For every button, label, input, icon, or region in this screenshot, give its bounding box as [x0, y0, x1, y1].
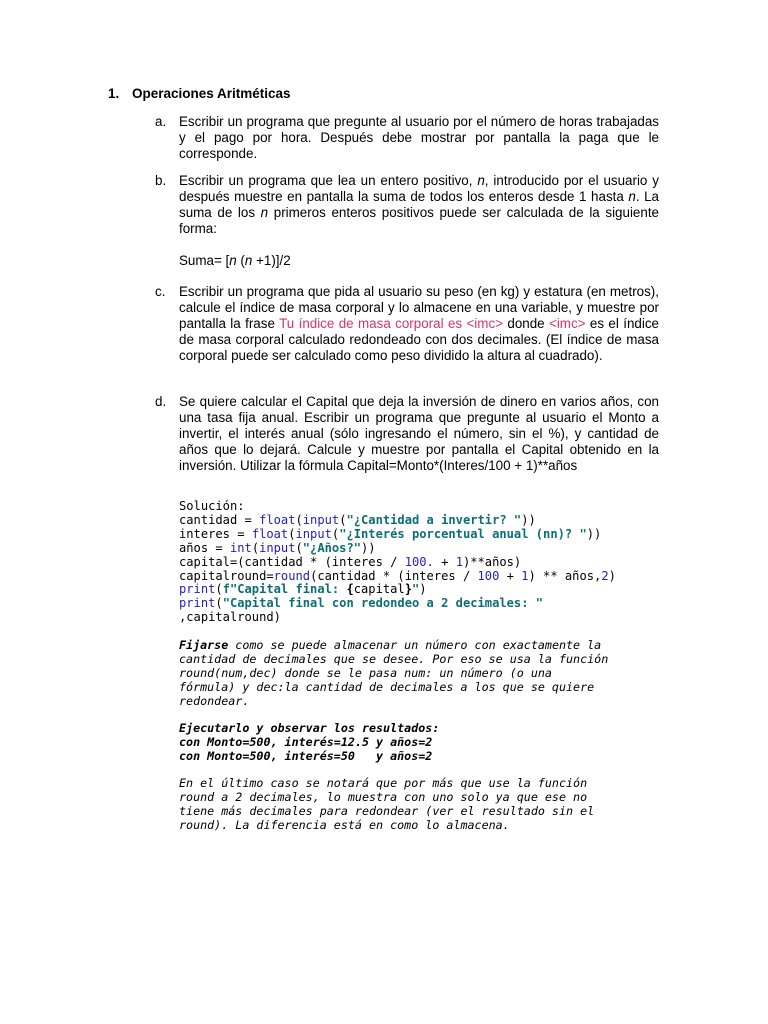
note-fijarse	[179, 639, 664, 709]
code-string: "¿Años?"	[302, 540, 362, 555]
code-number: 1	[455, 554, 463, 569]
code-token: {	[346, 582, 354, 597]
code-string: "	[412, 582, 420, 597]
code-token: )	[608, 568, 616, 583]
code-token: )	[419, 582, 427, 597]
code-token: cantidad =	[179, 512, 260, 527]
exercise-b-text-part: Escribir un programa que lea un entero positivo,	[179, 173, 478, 188]
code-token: (	[295, 512, 303, 527]
code-number: 100.	[404, 554, 434, 569]
code-token: ))	[521, 512, 536, 527]
note-line: Ejecutarlo y observar los resultados:	[179, 721, 440, 735]
code-token: ,capitalround)	[179, 610, 281, 625]
note-line: redondear.	[179, 693, 250, 708]
code-string: f"Capital final:	[222, 582, 347, 597]
section-heading	[108, 86, 291, 101]
variable-n: n	[628, 189, 636, 204]
exercise-b-text-part: , introducido por el usuario y después muestre en pantalla la suma de todos los enteros desde 1 hasta	[179, 173, 659, 204]
note-line: round a 2 decimales, lo muestra con uno solo ya que ese no	[179, 789, 588, 804]
code-token: input	[302, 512, 340, 527]
code-token: +	[499, 568, 522, 583]
note-line: En el último caso se notará que por más que use la función	[179, 776, 588, 790]
note-line: como se puede almacenar un número con exactamente la	[228, 638, 602, 652]
exercise-b-text-part: . La suma de los	[179, 189, 660, 220]
exercise-a-text: Escribir un programa que pregunte al usuario por el número de horas trabajadas y el pago por hora. Después debe mostrar por pantalla la paga que le corresponde.	[179, 114, 659, 161]
sum-formula	[179, 253, 659, 269]
code-token: input	[259, 540, 296, 555]
note-line: round(num,dec) donde se le pasa num: un número (o una	[179, 665, 552, 680]
section-number: 1.	[108, 86, 120, 101]
code-token: años =	[179, 540, 230, 555]
code-token: }	[404, 582, 412, 597]
code-token: int	[229, 540, 252, 555]
code-token: ) ** años,	[528, 568, 602, 583]
variable-n: n	[229, 253, 237, 268]
code-token: (	[215, 596, 223, 611]
note-line: con Monto=500, interés=12.5 y años=2	[179, 734, 433, 749]
code-token: capitalround=	[179, 568, 274, 583]
code-token: print	[179, 582, 216, 597]
solution-label: Solución:	[179, 499, 245, 513]
code-token: ))	[586, 526, 602, 541]
code-token: (	[295, 540, 303, 555]
exercise-c-marker: c.	[155, 284, 166, 299]
code-string: "¿Interés porcentual anual (nn)? "	[339, 526, 587, 541]
code-string: "¿Cantidad a invertir? "	[346, 512, 522, 527]
code-token: round	[273, 568, 311, 583]
code-token: print	[179, 596, 216, 611]
variable-n: n	[477, 173, 485, 188]
code-token: capital	[353, 582, 405, 597]
note-line: round). La diferencia está en como lo almacena.	[179, 817, 510, 832]
variable-n: n	[244, 253, 253, 268]
code-token: (	[215, 582, 223, 597]
imc-placeholder: <imc>	[549, 316, 586, 331]
code-number: 1	[521, 568, 529, 583]
code-string: "Capital final con redondeo a 2 decimales: "	[222, 596, 544, 611]
exercise-b-marker: b.	[155, 173, 167, 188]
code-token: (	[288, 526, 296, 541]
exercise-d-text: Se quiere calcular el Capital que deja la inversión de dinero en varios años, con una tasa fija anual. Escribir un programa que pregunte al usuario el Monto a invertir, el interés anual (sólo ingresando el número, sin el %), y cantidad de años que lo dejará. Calcule y muestre por pantalla el Capital obtenido en la inversión. Utilizar la fórmula Capital=Monto*(Interes/100 + 1)**años	[179, 394, 659, 473]
code-token: +	[433, 554, 456, 569]
code-token: interes =	[179, 526, 252, 541]
code-token: ))	[361, 540, 376, 555]
note-line: cantidad de decimales que se desee. Por eso se usa la función	[179, 651, 609, 666]
code-token: )**años)	[462, 554, 522, 569]
formula-part: (	[236, 253, 245, 268]
code-number: 100	[477, 568, 500, 583]
code-number: 2	[601, 568, 609, 583]
exercise-c-text	[179, 284, 659, 364]
code-token: input	[295, 526, 332, 541]
exercise-c-text-part: donde	[502, 316, 550, 331]
code-token: (cantidad * (interes /	[310, 568, 478, 583]
exercise-c-text-part: Escribir un programa que pida al usuario su peso (en kg) y estatura (en metros), calcule el índice de masa corporal y lo almacene en una variable, y muestre por pantalla la frase	[179, 284, 659, 331]
output-phrase: Tu índice de masa corporal es <imc>	[279, 316, 503, 331]
note-line: fórmula) y dec:la cantidad de decimales a los que se quiere	[179, 679, 595, 694]
code-token: capital=(cantidad * (interes /	[179, 554, 405, 569]
code-token: float	[251, 526, 289, 541]
note-ultimo-caso	[179, 777, 664, 833]
exercise-a-marker: a.	[155, 114, 167, 129]
section-title: Operaciones Aritméticas	[132, 86, 291, 101]
formula-part: Suma= [	[179, 253, 230, 268]
exercise-b-text-part: primeros enteros positivos puede ser calculada de la siguiente forma:	[179, 205, 659, 236]
code-token: (	[251, 540, 260, 555]
code-token: float	[259, 512, 296, 527]
exercise-c-text-part: es el índice de masa corporal calculado redondeado con dos decimales. (El índice de masa corporal puede ser calculado como peso dividido la altura al cuadrado).	[179, 316, 659, 363]
note-ejecutarlo	[179, 722, 664, 764]
note-line: tiene más decimales para redondear (ver el resultado sin el	[179, 803, 595, 818]
code-token: (	[339, 512, 347, 527]
note-keyword: Fijarse	[179, 638, 229, 652]
exercise-b-text	[179, 173, 659, 269]
formula-part: +1)]/2	[252, 253, 291, 268]
exercise-d-marker: d.	[155, 394, 167, 409]
note-line: con Monto=500, interés=50 y años=2	[179, 748, 433, 763]
solution-code	[179, 500, 659, 625]
variable-n: n	[260, 205, 269, 220]
code-token: (	[331, 526, 340, 541]
